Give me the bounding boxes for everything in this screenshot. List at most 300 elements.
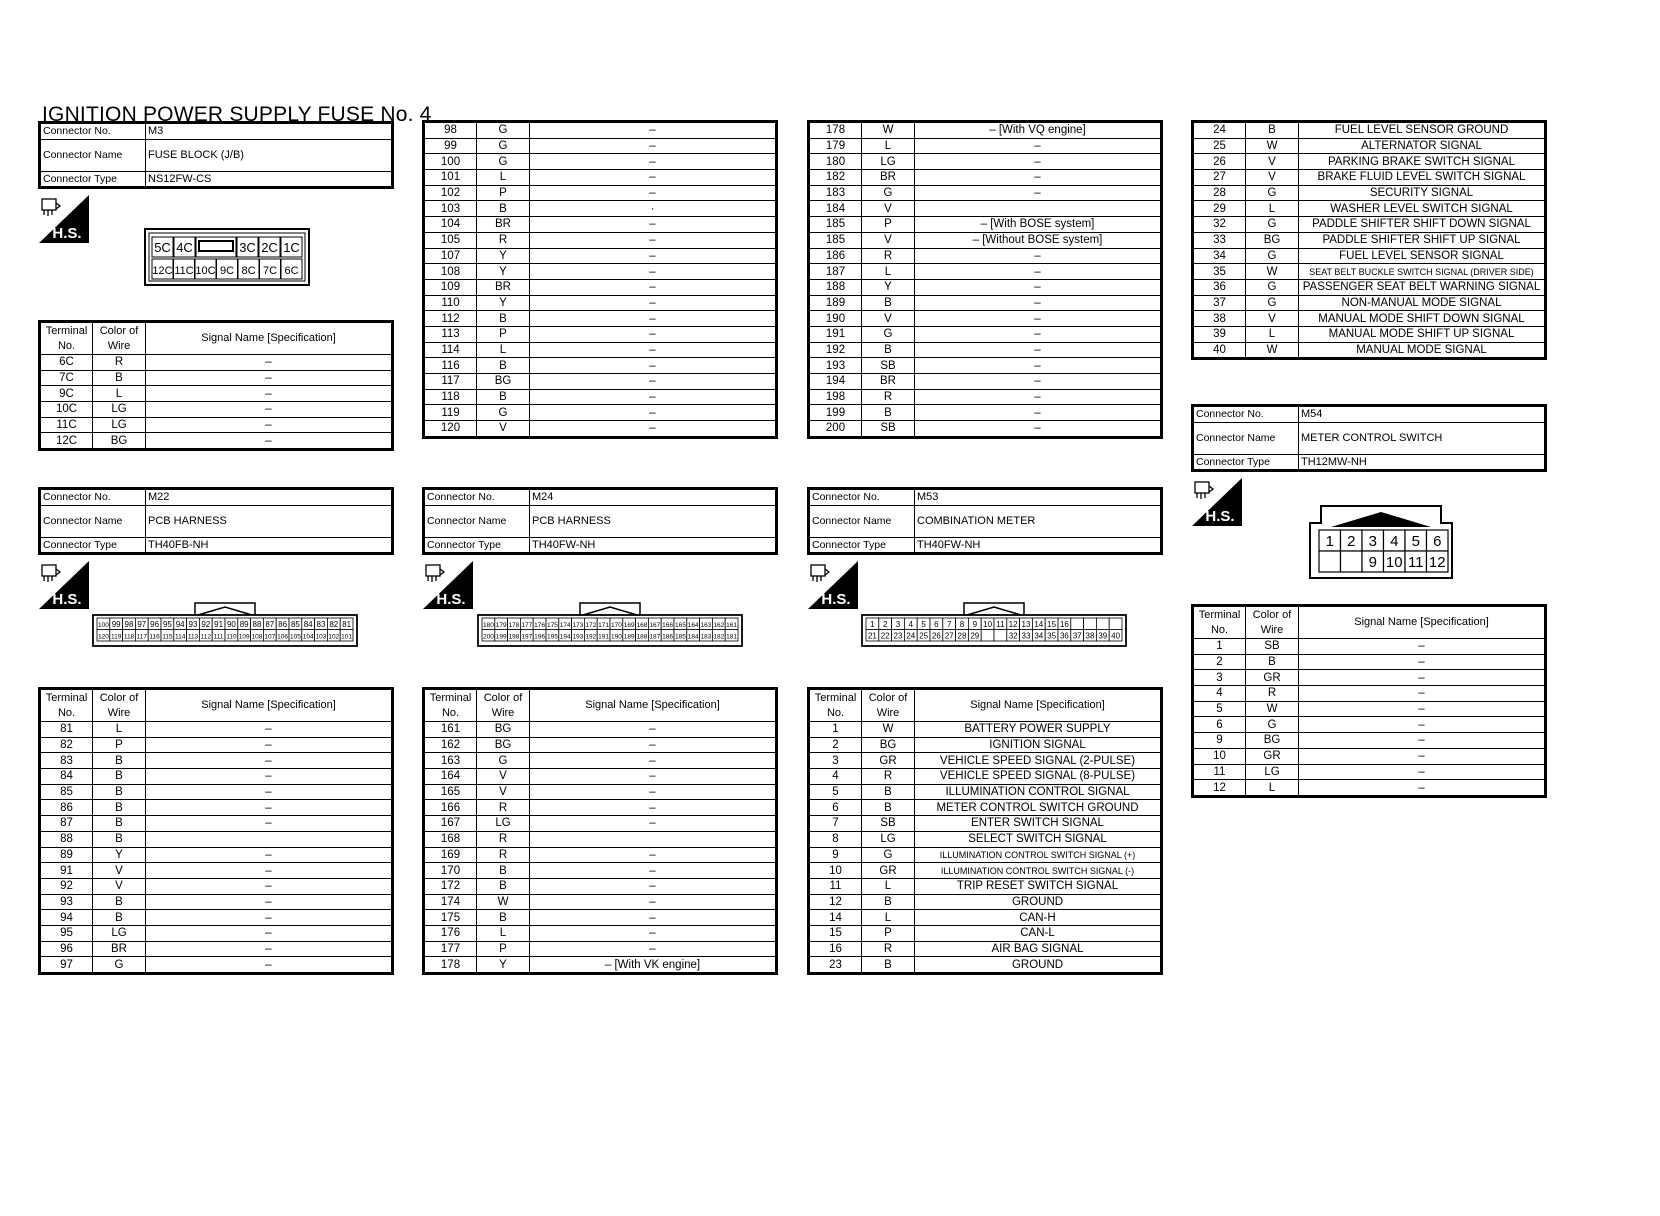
pin-label: 83 xyxy=(316,620,326,629)
table-row xyxy=(809,279,1162,295)
pin-label: 111 xyxy=(213,633,224,641)
terminal-no: 108 xyxy=(424,264,477,280)
signal-name: – xyxy=(915,170,1162,186)
table-row xyxy=(809,185,1162,201)
pin-label: 185 xyxy=(674,633,686,641)
wire-color: BG xyxy=(477,374,530,390)
terminal-no: 97 xyxy=(40,957,93,974)
signal-name: – xyxy=(530,800,777,816)
table-row xyxy=(1193,122,1546,139)
table-row xyxy=(424,311,777,327)
connector-type-value: TH12MW-NH xyxy=(1299,454,1546,471)
signal-name: – xyxy=(530,311,777,327)
table-row xyxy=(424,737,777,753)
wire-color: G xyxy=(477,753,530,769)
signal-name: SECURITY SIGNAL xyxy=(1299,185,1546,201)
wire-color: LG xyxy=(477,816,530,832)
pin-label: 8 xyxy=(959,620,965,629)
terminal-no: 82 xyxy=(40,737,93,753)
terminal-no: 10C xyxy=(40,402,93,418)
hs-label: H.S. xyxy=(52,225,82,242)
pin-label: 168 xyxy=(636,622,648,629)
hs-icon xyxy=(422,560,474,610)
table-row xyxy=(809,217,1162,233)
terminal-no: 92 xyxy=(40,878,93,894)
pin-label: 104 xyxy=(302,633,314,641)
signal-name: · xyxy=(530,201,777,217)
terminal-no: 174 xyxy=(424,894,477,910)
wire-color: L xyxy=(477,170,530,186)
table-row xyxy=(809,722,1162,738)
table-row xyxy=(40,753,393,769)
table-row xyxy=(424,358,777,374)
wire-color: Y xyxy=(477,957,530,974)
signal-name: – xyxy=(146,941,393,957)
wire-color: LG xyxy=(862,154,915,170)
pin-label: 120 xyxy=(97,633,109,641)
signal-name: – xyxy=(530,342,777,358)
table-row xyxy=(809,389,1162,405)
terminal-no: 95 xyxy=(40,925,93,941)
signal-name xyxy=(146,831,393,847)
wire-color: G xyxy=(1246,717,1299,733)
signal-name: METER CONTROL SWITCH GROUND xyxy=(915,800,1162,816)
table-row xyxy=(1193,326,1546,342)
terminal-no: 38 xyxy=(1193,311,1246,327)
pin-label: 89 xyxy=(239,620,249,629)
pin-label: 3C xyxy=(239,240,256,255)
wire-color: B xyxy=(862,295,915,311)
wire-color: L xyxy=(477,342,530,358)
pin-label: 176 xyxy=(534,622,546,629)
wire-color: BG xyxy=(862,737,915,753)
pin-label: 109 xyxy=(238,633,250,641)
table-row xyxy=(424,847,777,863)
signal-name: IGNITION SIGNAL xyxy=(915,737,1162,753)
connector-name-label: Connector Name xyxy=(809,505,915,537)
wire-color: SB xyxy=(862,816,915,832)
terminal-no: 88 xyxy=(40,831,93,847)
signal-name: WASHER LEVEL SWITCH SIGNAL xyxy=(1299,201,1546,217)
pin-label: 2C xyxy=(261,240,278,255)
pin-label: 98 xyxy=(124,620,134,629)
terminal-no: 33 xyxy=(1193,232,1246,248)
pin-label: 96 xyxy=(150,620,160,629)
connector-no-label: Connector No. xyxy=(809,489,915,506)
signal-name: – xyxy=(530,248,777,264)
signal-name: – xyxy=(530,784,777,800)
pin-label: 12 xyxy=(1008,620,1018,629)
terminal-no: 91 xyxy=(40,863,93,879)
pin-label: 34 xyxy=(1034,631,1044,641)
table-row xyxy=(809,800,1162,816)
wire-color: G xyxy=(1246,295,1299,311)
pin-label: 107 xyxy=(264,633,276,641)
terminal-no: 16 xyxy=(809,941,862,957)
table-row xyxy=(40,847,393,863)
signal-name: – xyxy=(1299,764,1546,780)
terminal-no: 193 xyxy=(809,358,862,374)
wire-color: L xyxy=(862,264,915,280)
table-row xyxy=(809,201,1162,217)
wire-color: Y xyxy=(477,248,530,264)
terminal-no: 164 xyxy=(424,769,477,785)
wire-color: P xyxy=(862,217,915,233)
signal-name: – [Without BOSE system] xyxy=(915,232,1162,248)
signal-name: – xyxy=(1299,701,1546,717)
signal-name-header: Signal Name [Specification] xyxy=(146,322,393,355)
pin-label: 9 xyxy=(972,620,978,629)
pin-label: 193 xyxy=(572,633,584,641)
pin-label: 191 xyxy=(598,633,610,641)
table-row xyxy=(424,389,777,405)
wire-color: W xyxy=(1246,342,1299,359)
pin-label: 82 xyxy=(329,620,339,629)
signal-name-header: Signal Name [Specification] xyxy=(146,689,393,722)
wire-color: R xyxy=(862,769,915,785)
table-row xyxy=(809,342,1162,358)
terminal-no: 85 xyxy=(40,784,93,800)
table-row xyxy=(809,910,1162,926)
table-row xyxy=(1193,232,1546,248)
terminal-no-header: Terminal No. xyxy=(424,689,477,722)
table-row xyxy=(424,941,777,957)
terminal-no: 161 xyxy=(424,722,477,738)
pin-label: 6C xyxy=(284,265,299,277)
terminal-no-header: Terminal No. xyxy=(40,689,93,722)
table-row xyxy=(1193,154,1546,170)
signal-name: VEHICLE SPEED SIGNAL (8-PULSE) xyxy=(915,769,1162,785)
signal-name: – xyxy=(146,800,393,816)
wire-color: BG xyxy=(1246,232,1299,248)
table-row xyxy=(424,185,777,201)
terminal-no: 188 xyxy=(809,279,862,295)
pin-label: 167 xyxy=(649,622,661,629)
terminal-no: 166 xyxy=(424,800,477,816)
pin-label: 194 xyxy=(559,633,571,641)
wire-color: B xyxy=(477,878,530,894)
pin-label: 3 xyxy=(1368,533,1377,550)
table-row xyxy=(809,311,1162,327)
pin-label: 190 xyxy=(610,633,622,641)
table-row xyxy=(424,878,777,894)
terminal-no: 35 xyxy=(1193,264,1246,280)
signal-name: – xyxy=(915,342,1162,358)
color-of-wire-header: Color of Wire xyxy=(477,689,530,722)
wire-color: LG xyxy=(93,417,146,433)
table-row xyxy=(1193,654,1546,670)
pin-label: 94 xyxy=(175,620,185,629)
pin-label: 2 xyxy=(1347,533,1356,550)
hs-icon xyxy=(38,194,90,244)
pin-label: 175 xyxy=(546,622,558,629)
terminal-no: 6 xyxy=(809,800,862,816)
terminal-table-m53 xyxy=(807,687,1163,975)
terminal-no: 7C xyxy=(40,370,93,386)
signal-name: – xyxy=(915,326,1162,342)
connector-no-value: M22 xyxy=(146,489,393,506)
signal-name: – xyxy=(530,358,777,374)
terminal-no: 23 xyxy=(809,957,862,974)
table-row xyxy=(424,894,777,910)
pin-label: 10C xyxy=(195,265,216,277)
wire-color: L xyxy=(477,925,530,941)
pin-label: 170 xyxy=(610,622,622,629)
wire-color: W xyxy=(1246,701,1299,717)
wire-color: G xyxy=(477,154,530,170)
signal-name: – xyxy=(530,295,777,311)
terminal-no: 4 xyxy=(1193,686,1246,702)
pin-label: 198 xyxy=(508,633,520,641)
table-row xyxy=(809,295,1162,311)
table-row xyxy=(809,138,1162,154)
terminal-no: 96 xyxy=(40,941,93,957)
connector-face-m53 xyxy=(861,601,1127,652)
signal-name: – xyxy=(146,370,393,386)
terminal-no: 26 xyxy=(1193,154,1246,170)
signal-name: – xyxy=(530,737,777,753)
pin-label: 173 xyxy=(572,622,584,629)
table-row xyxy=(809,737,1162,753)
pin-label: 36 xyxy=(1059,631,1069,641)
terminal-no: 178 xyxy=(809,122,862,139)
terminal-no: 6 xyxy=(1193,717,1246,733)
pin-label: 32 xyxy=(1008,631,1018,641)
signal-name: – xyxy=(146,816,393,832)
connector-face-m54 xyxy=(1309,503,1453,584)
terminal-no: 183 xyxy=(809,185,862,201)
pin-label: 179 xyxy=(495,622,507,629)
table-row xyxy=(1193,138,1546,154)
table-row xyxy=(1193,764,1546,780)
terminal-table-m3 xyxy=(38,320,394,451)
wire-color: L xyxy=(1246,780,1299,797)
signal-name: PASSENGER SEAT BELT WARNING SIGNAL xyxy=(1299,279,1546,295)
wire-color: BG xyxy=(1246,733,1299,749)
table-row xyxy=(424,201,777,217)
terminal-no: 36 xyxy=(1193,279,1246,295)
wire-color: G xyxy=(1246,217,1299,233)
connector-type-value: NS12FW-CS xyxy=(146,171,393,188)
signal-name: – xyxy=(146,863,393,879)
hs-label: H.S. xyxy=(821,591,851,608)
signal-name: – xyxy=(1299,733,1546,749)
pin-label: 171 xyxy=(598,622,610,629)
pin-label: 172 xyxy=(585,622,597,629)
table-row xyxy=(1193,170,1546,186)
pin-label: 8C xyxy=(241,265,256,277)
pin-label: 1C xyxy=(283,240,300,255)
terminal-no: 3 xyxy=(1193,670,1246,686)
signal-name: – xyxy=(146,402,393,418)
table-row xyxy=(424,326,777,342)
table-row xyxy=(1193,264,1546,280)
signal-name: – [With VQ engine] xyxy=(915,122,1162,139)
pin-label: 6 xyxy=(934,620,939,629)
pin-label: 9 xyxy=(1368,554,1377,571)
pin-label: 23 xyxy=(893,631,903,641)
pin-label: 24 xyxy=(906,631,916,641)
pin-label: 113 xyxy=(187,633,199,641)
pin-label: 99 xyxy=(111,620,121,629)
hs-label: H.S. xyxy=(52,591,82,608)
terminal-no: 170 xyxy=(424,863,477,879)
signal-name: – xyxy=(530,925,777,941)
signal-name: FUEL LEVEL SENSOR GROUND xyxy=(1299,122,1546,139)
table-row xyxy=(424,800,777,816)
pin-label: 2 xyxy=(882,620,888,629)
signal-name: – xyxy=(530,753,777,769)
pin-label: 39 xyxy=(1098,631,1108,641)
terminal-no: 184 xyxy=(809,201,862,217)
signal-name: – xyxy=(530,910,777,926)
signal-name: PADDLE SHIFTER SHIFT DOWN SIGNAL xyxy=(1299,217,1546,233)
wire-color: GR xyxy=(1246,748,1299,764)
terminal-no-header: Terminal No. xyxy=(809,689,862,722)
wire-color: L xyxy=(1246,326,1299,342)
pin-label: 164 xyxy=(687,622,699,629)
terminal-no: 2 xyxy=(1193,654,1246,670)
wire-color: G xyxy=(477,122,530,139)
pin-label: 115 xyxy=(162,633,173,641)
pin-label: 178 xyxy=(508,622,520,629)
signal-name: – xyxy=(146,769,393,785)
terminal-no: 190 xyxy=(809,311,862,327)
wire-color: R xyxy=(862,248,915,264)
table-row xyxy=(424,295,777,311)
terminal-no: 39 xyxy=(1193,326,1246,342)
signal-name: – xyxy=(915,405,1162,421)
pin-label: 101 xyxy=(341,633,353,641)
table-row xyxy=(40,784,393,800)
signal-name: – xyxy=(915,264,1162,280)
pin-label: 119 xyxy=(111,633,122,641)
table-row xyxy=(424,405,777,421)
terminal-no: 87 xyxy=(40,816,93,832)
pin-label: 92 xyxy=(201,620,211,629)
table-row xyxy=(424,831,777,847)
pin-label: 112 xyxy=(200,633,211,641)
pin-label: 118 xyxy=(123,633,135,641)
wire-color: B xyxy=(862,894,915,910)
connector-no-label: Connector No. xyxy=(424,489,530,506)
terminal-no: 199 xyxy=(809,405,862,421)
pin-label: 182 xyxy=(713,633,725,641)
terminal-no: 27 xyxy=(1193,170,1246,186)
wire-color: R xyxy=(862,389,915,405)
terminal-no: 12C xyxy=(40,433,93,450)
pin-label: 1 xyxy=(1325,533,1334,550)
terminal-no: 117 xyxy=(424,374,477,390)
signal-name: PARKING BRAKE SWITCH SIGNAL xyxy=(1299,154,1546,170)
pin-label: 162 xyxy=(713,622,725,629)
table-row xyxy=(1193,686,1546,702)
wire-color: B xyxy=(477,201,530,217)
signal-name xyxy=(915,201,1162,217)
signal-name: – xyxy=(146,925,393,941)
table-row xyxy=(40,878,393,894)
hs-icon xyxy=(807,560,859,610)
wire-color: P xyxy=(93,737,146,753)
terminal-no: 169 xyxy=(424,847,477,863)
signal-name: – xyxy=(146,957,393,974)
wire-color: G xyxy=(862,185,915,201)
table-row xyxy=(1193,279,1546,295)
table-row xyxy=(424,910,777,926)
table-row xyxy=(809,769,1162,785)
terminal-no: 93 xyxy=(40,894,93,910)
signal-name: MANUAL MODE SHIFT DOWN SIGNAL xyxy=(1299,311,1546,327)
wire-color: B xyxy=(93,753,146,769)
pin-label: 199 xyxy=(495,633,507,641)
signal-name: – xyxy=(1299,639,1546,655)
wire-color: BR xyxy=(862,374,915,390)
wire-color: L xyxy=(862,878,915,894)
terminal-no: 34 xyxy=(1193,248,1246,264)
table-row xyxy=(809,816,1162,832)
terminal-table-m24-continued xyxy=(807,120,1163,439)
pin-label: 192 xyxy=(585,633,597,641)
wire-color: GR xyxy=(862,863,915,879)
signal-name: ALTERNATOR SIGNAL xyxy=(1299,138,1546,154)
pin-label: 10 xyxy=(1385,554,1403,571)
table-row xyxy=(1193,639,1546,655)
terminal-no: 192 xyxy=(809,342,862,358)
connector-type-label: Connector Type xyxy=(809,537,915,554)
wire-color: LG xyxy=(93,402,146,418)
wire-color: G xyxy=(477,405,530,421)
connector-info-m22 xyxy=(38,487,394,555)
signal-name: MANUAL MODE SHIFT UP SIGNAL xyxy=(1299,326,1546,342)
terminal-no: 101 xyxy=(424,170,477,186)
pin-label: 95 xyxy=(162,620,172,629)
pin-label: 6 xyxy=(1433,533,1442,550)
terminal-no: 167 xyxy=(424,816,477,832)
pin-label: 28 xyxy=(957,631,967,641)
table-row xyxy=(424,374,777,390)
pin-label: 200 xyxy=(482,633,494,641)
signal-name: – xyxy=(530,816,777,832)
signal-name: ENTER SWITCH SIGNAL xyxy=(915,816,1162,832)
pin-label: 174 xyxy=(559,622,571,629)
signal-name: TRIP RESET SWITCH SIGNAL xyxy=(915,878,1162,894)
terminal-no: 94 xyxy=(40,910,93,926)
table-row xyxy=(40,800,393,816)
signal-name: NON-MANUAL MODE SIGNAL xyxy=(1299,295,1546,311)
pin-label: 85 xyxy=(290,620,300,629)
terminal-no: 7 xyxy=(809,816,862,832)
wire-color: BR xyxy=(477,217,530,233)
signal-name: CAN-H xyxy=(915,910,1162,926)
pin-label: 183 xyxy=(700,633,712,641)
signal-name: – xyxy=(530,122,777,139)
terminal-no: 1 xyxy=(809,722,862,738)
connector-name-value: PCB HARNESS xyxy=(530,505,777,537)
terminal-no: 185 xyxy=(809,217,862,233)
wire-color: V xyxy=(862,201,915,217)
table-row xyxy=(809,326,1162,342)
wire-color: B xyxy=(1246,122,1299,139)
signal-name: – xyxy=(146,910,393,926)
connector-type-value: TH40FW-NH xyxy=(530,537,777,554)
wire-color: L xyxy=(862,910,915,926)
wire-color: LG xyxy=(1246,764,1299,780)
wire-color: W xyxy=(862,122,915,139)
pin-label: 103 xyxy=(315,633,327,641)
pin-label: 38 xyxy=(1085,631,1095,641)
signal-name: – xyxy=(146,722,393,738)
wire-color: G xyxy=(1246,279,1299,295)
